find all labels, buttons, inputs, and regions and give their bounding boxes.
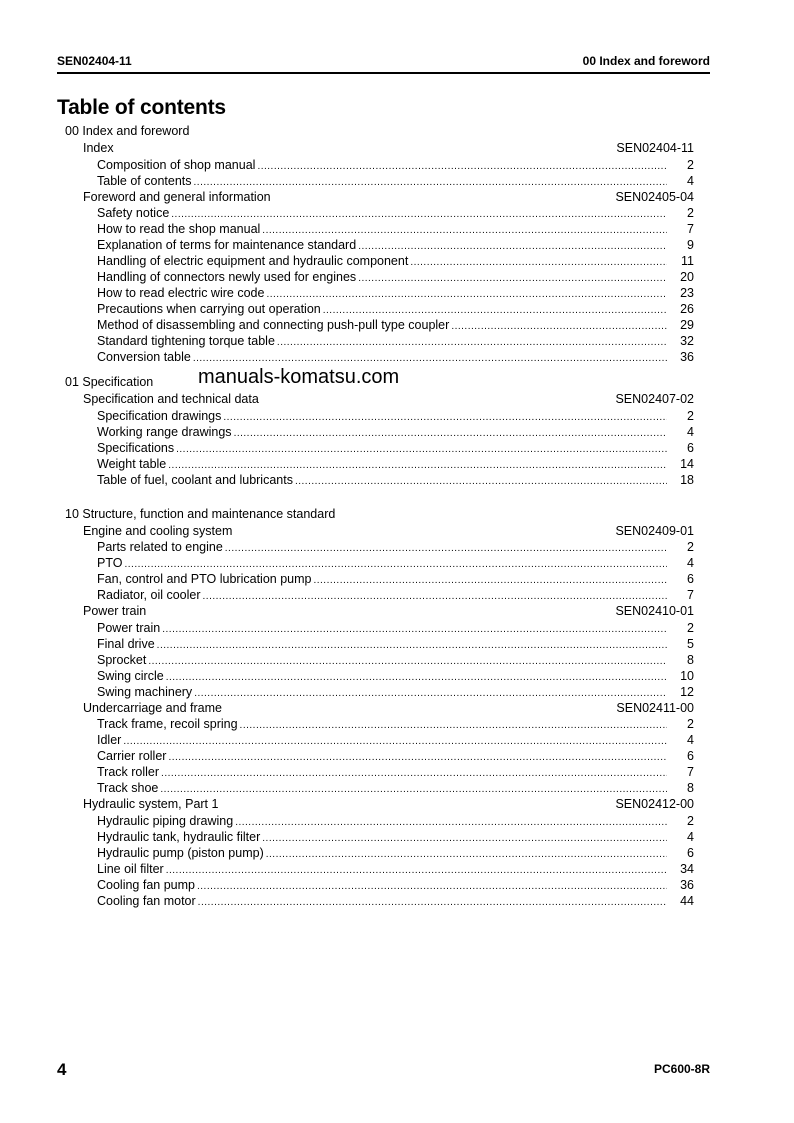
toc-entry-page: 7	[687, 765, 694, 779]
toc-chapter-code: SEN02407-02	[615, 392, 694, 406]
toc-entry-label[interactable]: Sprocket	[97, 652, 147, 667]
toc-entry-page: 34	[680, 861, 694, 876]
toc-entry[interactable]	[0, 620, 794, 636]
toc-entry-label[interactable]: How to read electric wire code	[97, 286, 265, 300]
toc-entry-page: 4	[687, 424, 694, 439]
toc-entry[interactable]	[0, 636, 794, 652]
toc-entry-label[interactable]: Handling of electric equipment and hydraulic component	[97, 254, 409, 268]
toc-entry-label[interactable]: Parts related to engine	[97, 540, 223, 554]
toc-entry-page: 4	[687, 173, 694, 188]
toc-entry-label[interactable]: Final drive	[97, 636, 155, 651]
toc-chapter-label[interactable]: Specification and technical data	[83, 392, 259, 406]
toc-entry[interactable]	[0, 877, 794, 893]
toc-entry-page: 2	[687, 206, 694, 220]
toc-section-label: 10 Structure, function and maintenance standard	[65, 506, 336, 521]
toc-entry-label[interactable]: Hydraulic tank, hydraulic filter	[97, 829, 261, 844]
toc-entry-page: 2	[687, 620, 694, 635]
toc-entry[interactable]	[0, 408, 794, 424]
toc-entry-page: 6	[687, 749, 694, 763]
toc-entry[interactable]	[0, 456, 794, 472]
footer-model: PC600-8R	[653, 1062, 710, 1076]
header-section: 00 Index and foreword	[582, 54, 710, 68]
header-doc-code: SEN02404-11	[57, 54, 132, 68]
toc-entry-label[interactable]: Fan, control and PTO lubrication pump	[97, 572, 312, 586]
toc-chapter[interactable]	[0, 700, 794, 717]
toc-entry-page: 2	[687, 813, 694, 828]
toc-chapter[interactable]	[0, 603, 794, 620]
toc-section	[0, 122, 794, 140]
toc-entry-label[interactable]: Weight table	[97, 456, 167, 471]
toc-entry-label[interactable]: Hydraulic pump (piston pump)	[97, 845, 264, 860]
toc-entry[interactable]	[0, 157, 794, 173]
toc-chapter-code: SEN02409-01	[615, 523, 694, 538]
toc-entry[interactable]	[0, 813, 794, 829]
toc-entry[interactable]	[0, 845, 794, 861]
toc-entry-label[interactable]: Line oil filter	[97, 861, 164, 876]
toc-entry[interactable]	[0, 652, 794, 668]
toc-entry[interactable]	[0, 173, 794, 189]
toc-entry-label[interactable]: Radiator, oil cooler	[97, 588, 201, 602]
toc-entry-label[interactable]: Explanation of terms for maintenance standard	[97, 238, 357, 252]
toc-chapter-code: SEN02405-04	[615, 189, 694, 204]
toc-entry[interactable]	[0, 829, 794, 845]
toc-entry[interactable]	[0, 301, 794, 317]
toc-chapter-label[interactable]: Hydraulic system, Part 1	[83, 797, 219, 811]
toc-entry-label[interactable]: Working range drawings	[97, 424, 232, 439]
toc-entry-page: 14	[680, 456, 694, 471]
toc-entry[interactable]	[0, 764, 794, 780]
toc-entry[interactable]	[0, 333, 794, 349]
toc-entry-page: 6	[687, 440, 694, 455]
toc-entry-label[interactable]: Specifications	[97, 440, 175, 455]
toc-chapter[interactable]	[0, 140, 794, 157]
toc-entry[interactable]	[0, 732, 794, 748]
toc-entry-label[interactable]: Swing circle	[97, 668, 164, 683]
toc-chapter-label[interactable]: Foreword and general information	[83, 189, 271, 204]
toc-entry[interactable]	[0, 555, 794, 571]
toc-entry-page: 12	[680, 684, 694, 699]
dot-leader	[198, 893, 667, 911]
toc-entry-label[interactable]: Table of fuel, coolant and lubricants	[97, 472, 293, 487]
toc-entry[interactable]	[0, 269, 794, 285]
toc-entry-page: 8	[687, 652, 694, 667]
toc-entry-page: 36	[680, 877, 694, 892]
toc-chapter[interactable]	[0, 391, 794, 408]
toc-entry-page: 2	[687, 717, 694, 731]
toc-chapter-code: SEN02404-11	[616, 141, 694, 155]
toc-entry-page: 2	[687, 540, 694, 554]
toc-entry-page: 23	[680, 286, 694, 300]
toc-entry-page: 2	[687, 408, 694, 423]
dot-leader	[193, 349, 667, 367]
page-header	[57, 54, 710, 70]
toc-entry-label[interactable]: Conversion table	[97, 350, 191, 364]
toc-entry-page: 7	[687, 588, 694, 602]
toc-entry-leader	[97, 472, 667, 490]
toc-entry-label[interactable]: Composition of shop manual	[97, 157, 256, 172]
toc-entry-label[interactable]: Swing machinery	[97, 684, 193, 699]
dot-leader	[295, 472, 667, 490]
page-title: Table of contents	[57, 96, 226, 119]
toc-chapter-code: SEN02411-00	[616, 700, 694, 715]
toc-entry-page: 4	[687, 733, 694, 747]
watermark: manuals-komatsu.com	[198, 366, 400, 388]
toc-entry[interactable]	[0, 587, 794, 603]
toc-entry[interactable]	[0, 440, 794, 456]
toc-entry[interactable]	[0, 893, 794, 909]
toc-entry-page: 4	[687, 556, 694, 570]
toc-entry[interactable]	[0, 780, 794, 796]
toc-entry-page: 9	[687, 238, 694, 252]
table-of-contents	[0, 122, 794, 909]
toc-entry-page: 29	[680, 318, 694, 332]
toc-entry-page: 44	[680, 893, 694, 908]
toc-entry[interactable]	[0, 253, 794, 269]
toc-entry[interactable]	[0, 317, 794, 333]
toc-entry-label[interactable]: PTO	[97, 556, 123, 570]
toc-entry-label[interactable]: Cooling fan pump	[97, 877, 195, 892]
toc-chapter[interactable]	[0, 523, 794, 540]
toc-entry-page: 6	[687, 845, 694, 860]
toc-chapter-label[interactable]: Undercarriage and frame	[83, 700, 222, 715]
toc-entry[interactable]	[0, 237, 794, 253]
footer-page-number: 4	[57, 1060, 67, 1079]
toc-entry-page: 36	[680, 350, 694, 364]
toc-section-label: 00 Index and foreword	[65, 124, 190, 138]
toc-entry-label[interactable]: Specification drawings	[97, 408, 222, 423]
toc-entry-page: 10	[680, 668, 694, 683]
toc-entry[interactable]	[0, 285, 794, 301]
toc-chapter-label[interactable]: Power train	[83, 604, 147, 618]
toc-entry-label[interactable]: Power train	[97, 620, 161, 635]
toc-entry-label[interactable]: Handling of connectors newly used for engines	[97, 270, 357, 284]
toc-entry-label[interactable]: Track shoe	[97, 781, 159, 795]
toc-entry-page: 5	[687, 636, 694, 651]
toc-entry[interactable]	[0, 716, 794, 732]
toc-entry-label[interactable]: Track frame, recoil spring	[97, 717, 238, 731]
toc-chapter-label[interactable]: Index	[83, 141, 114, 155]
toc-entry[interactable]	[0, 748, 794, 764]
toc-entry[interactable]	[0, 571, 794, 587]
toc-entry[interactable]	[0, 684, 794, 700]
toc-entry[interactable]	[0, 349, 794, 365]
toc-entry-page: 7	[687, 222, 694, 236]
toc-chapter[interactable]	[0, 189, 794, 206]
toc-entry-label[interactable]: Safety notice	[97, 206, 170, 220]
toc-chapter-code: SEN02412-00	[615, 797, 694, 811]
toc-entry-label[interactable]: Hydraulic piping drawing	[97, 813, 234, 828]
toc-entry-leader	[97, 893, 667, 911]
toc-entry-label[interactable]: Standard tightening torque table	[97, 334, 275, 348]
toc-entry-label[interactable]: Idler	[97, 733, 122, 747]
toc-entry-label[interactable]: Table of contents	[97, 173, 192, 188]
toc-section-label: 01 Specification	[65, 375, 154, 389]
toc-entry-page: 20	[680, 270, 694, 284]
toc-entry-label[interactable]: Track roller	[97, 765, 160, 779]
toc-entry[interactable]	[0, 205, 794, 221]
toc-chapter-code: SEN02410-01	[615, 604, 694, 618]
header-rule	[57, 72, 710, 74]
toc-entry[interactable]	[0, 472, 794, 488]
toc-entry[interactable]	[0, 539, 794, 555]
toc-entry[interactable]	[0, 861, 794, 877]
toc-chapter[interactable]	[0, 796, 794, 813]
toc-section	[0, 505, 794, 523]
toc-chapter-label[interactable]: Engine and cooling system	[83, 523, 233, 538]
toc-entry-label[interactable]: Cooling fan motor	[97, 893, 196, 908]
toc-entry-page: 26	[680, 302, 694, 316]
toc-entry-leader	[97, 349, 667, 367]
toc-entry[interactable]	[0, 221, 794, 237]
toc-entry-label[interactable]: Precautions when carrying out operation	[97, 302, 321, 316]
toc-entry-page: 8	[687, 781, 694, 795]
toc-entry-page: 32	[680, 334, 694, 348]
toc-entry-page: 11	[681, 254, 694, 268]
toc-entry-label[interactable]: Method of disassembling and connecting push-pull type coupler	[97, 318, 450, 332]
toc-entry[interactable]	[0, 424, 794, 440]
toc-entry-label[interactable]: Carrier roller	[97, 749, 167, 763]
toc-entry-label[interactable]: How to read the shop manual	[97, 222, 261, 236]
toc-entry-page: 2	[687, 157, 694, 172]
toc-entry[interactable]	[0, 668, 794, 684]
toc-entry-page: 18	[680, 472, 694, 487]
toc-entry-page: 6	[687, 572, 694, 586]
toc-entry-page: 4	[687, 829, 694, 844]
